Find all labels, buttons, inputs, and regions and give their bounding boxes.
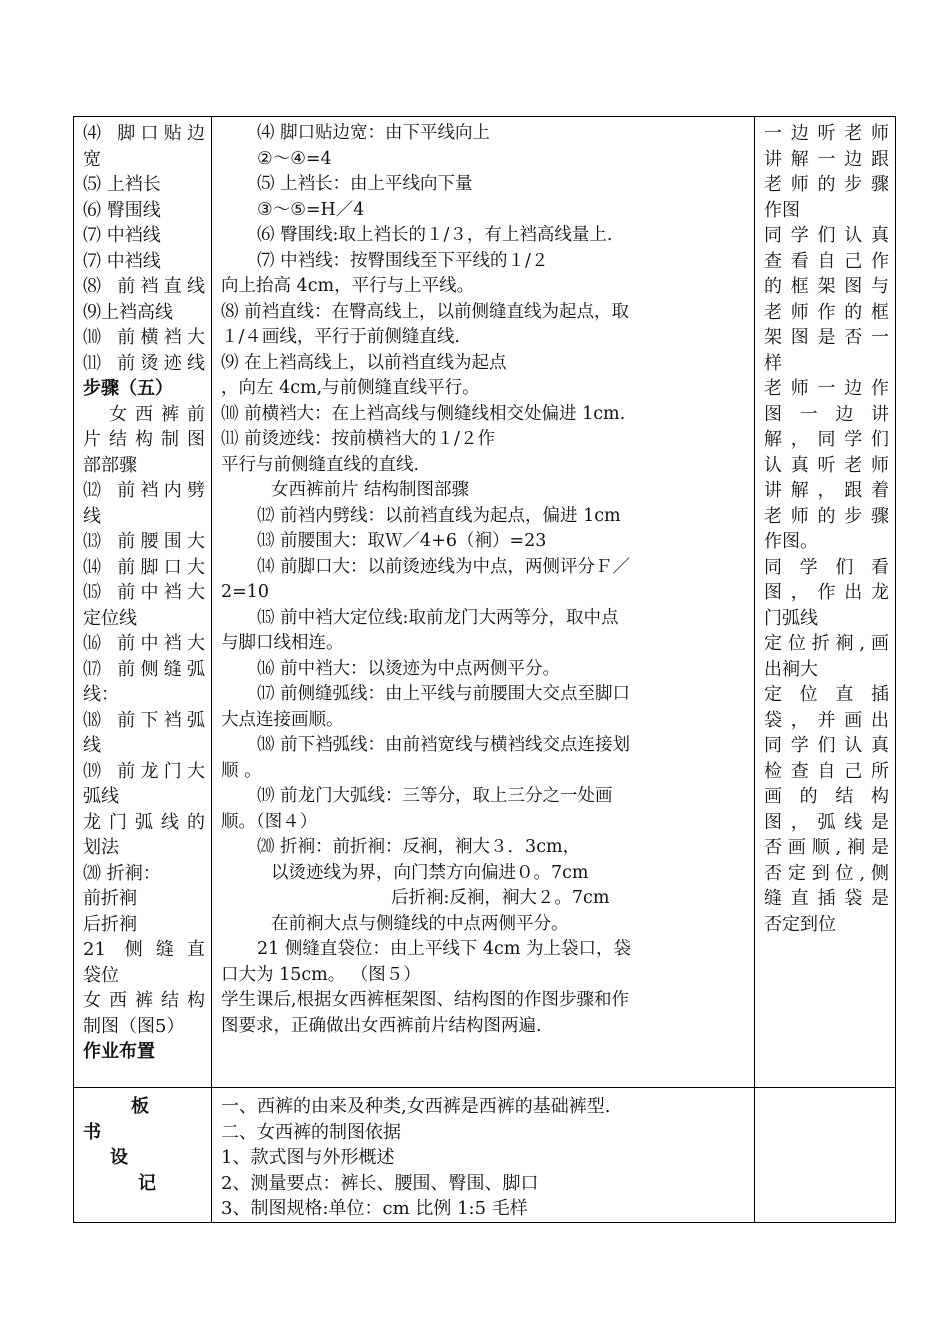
step-detail-line: 在前裥大点与侧缝线的中点两侧平分。 [271,913,569,934]
activity-line: 老师作的框 [764,301,889,323]
step-detail-line: ⑸ 上裆长：由上平线向下量 [257,174,473,194]
step-name-line: 袋位 [83,964,119,986]
step-name-line: ⑻ 前裆直线 [83,276,205,297]
activity-line: 否画顺,裥是 [764,837,889,858]
step-name-line: ⒅ 前下裆弧 [83,709,205,731]
step-detail-line: 口大为 15cm。 （图５） [221,964,421,985]
step-detail-line: 向上抬高 4cm，平行与上平线。 [221,276,475,296]
step-detail-line: 21 侧缝直袋位：由上平线下 4cm 为上袋口，袋 [257,939,631,959]
step-name-line: 女西裤前 [83,403,205,425]
step-detail-line: ，向左 4cm,与前侧缝直线平行。 [221,378,480,398]
activity-line: 老师的步骤 [764,174,889,195]
activity-line: 样 [764,352,782,374]
step-name-line: 定位线 [83,607,137,629]
activity-line: 查看自己作 [764,250,889,272]
step-detail-line: ⒄ 前侧缝弧线：由上平线与前腰围大交点至脚口 [257,684,631,704]
step-detail-line: 图要求，正确做出女西裤前片结构图两遍. [221,1015,542,1036]
activity-line: 定位折裥,画 [764,633,889,654]
board-line: 3、制图规格:单位：cm 比例 1:5 毛样 [221,1198,528,1219]
step-name-line: 划法 [83,837,119,858]
board-line: 2、测量要点：裤长、腰围、臀围、脚口 [221,1172,539,1194]
step-detail-line: ⑻ 前裆直线：在臀高线上，以前侧缝直线为起点，取 [221,301,630,322]
step-name-line: ⑾ 前烫迹线 [83,352,205,374]
step-name-line: 后折裥 [83,913,137,935]
steps-row [74,117,896,1088]
activity-line: 出裥大 [764,658,818,680]
board-design-content [212,1088,755,1223]
activity-line: 一边听老师 [764,123,889,144]
step-detail-line: 2=10 [221,582,270,602]
step-detail-line: ⑽ 前横裆大：在上裆高线与侧缝线相交处偏进 1cm. [221,403,626,424]
step-detail-line: ⒆ 前龙门大弧线：三等分，取上三分之一处画 [257,786,613,806]
activity-line: 解，同学们 [764,429,889,450]
step-detail-line: 顺。（图４） [221,811,318,832]
step-detail-line: 与脚口线相连。 [221,633,344,653]
board-label-1: 板 [131,1096,149,1117]
step-name-line: 线： [83,684,119,705]
lesson-plan-table [73,116,896,1223]
step-name-line: 制图（图5） [83,1015,185,1037]
board-design-label [74,1088,212,1223]
step-detail-line: ②～④=4 [257,148,332,169]
step-name-line: 21 侧缝直 [83,939,205,960]
step-name-line: ⑺ 中裆线 [83,225,161,246]
step-detail-line: １/４画线，平行于前侧缝直线. [221,327,460,347]
step-name-line: 线 [83,505,101,527]
step-details-column [212,117,755,1088]
activity-line: 同 学 们 看 [764,556,889,578]
board-line: 二、女西裤的制图依据 [221,1121,401,1143]
step-name-line: 线 [83,735,101,756]
step-detail-line: 大点连接画顺。 [221,709,344,730]
step-name-line: ⑽ 前横裆大 [83,327,205,348]
step-detail-line: ⒀ 前腰围大：取Ｗ／4+6（裥）=23 [257,531,547,551]
step-name-line: ⒀ 前腰围大 [83,531,205,552]
step-name-line: ⒄ 前侧缝弧 [83,658,205,680]
step-detail-line: ⒁ 前脚口大：以前烫迹线为中点，两侧评分Ｆ／ [257,556,631,577]
step-name-line: ⑿ 前裆内劈 [83,480,205,501]
activity-line: 图，作出龙 [764,582,889,603]
step-name-line: 作业布置 [83,1041,155,1062]
activity-line: 同学们认真 [764,225,889,246]
step-name-line: 龙门弧线的 [83,811,205,833]
board-label-3: 设 [110,1147,128,1168]
activity-line: 定 位 直 插 [764,684,889,705]
activity-line: 作图 [764,199,800,221]
step-detail-line: 女西裤前片 结构制图部骤 [271,480,470,500]
activity-line: 作图。 [764,531,818,552]
activity-line: 画 的 结 构 [764,786,889,807]
step-detail-line: 后折裥:反裥，裥大２。7cm [391,888,610,908]
step-detail-line: ⑹ 臀围线:取上裆长的１/３，有上裆高线量上. [257,225,613,245]
activity-line: 讲解，跟着 [764,480,889,501]
step-name-line: 步骤（五） [83,378,173,399]
activity-line: 检查自己所 [764,760,889,782]
step-name-line: 片结构制图 [83,429,205,450]
step-name-line: ⑺ 中裆线 [83,250,161,272]
step-name-line: ⑸ 上裆长 [83,174,161,195]
step-name-line: 弧线 [83,786,119,807]
step-name-line: ⒁ 前脚口大 [83,556,205,578]
activity-line: 否定到位 [764,913,836,935]
step-name-line: ⑹ 臀围线 [83,199,161,221]
step-name-line: 宽 [83,148,101,170]
board-line: 1、款式图与外形概述 [221,1147,395,1168]
step-detail-line: 学生课后,根据女西裤框架图、结构图的作图步骤和作 [221,990,630,1010]
activity-line: 老师的步骤 [764,505,889,527]
activity-line: 架图是否一 [764,327,889,348]
step-detail-line: ⑼ 在上裆高线上，以前裆直线为起点 [221,352,507,373]
step-detail-line: ③～⑤=H／4 [257,199,365,220]
activity-line: 图，弧线是 [764,811,889,833]
activity-line: 同学们认真 [764,735,889,756]
step-name-line: ⒇ 折裥： [83,862,161,884]
activity-line: 认真听老师 [764,454,889,476]
step-detail-line: 平行与前侧缝直线的直线. [221,454,420,475]
step-name-line: 前折裥 [83,888,137,909]
step-detail-line: ⑷ 脚口贴边宽：由下平线向上 [257,123,491,143]
activity-line: 门弧线 [764,607,818,629]
step-detail-line: ⒂ 前中裆大定位线:取前龙门大两等分，取中点 [257,607,619,628]
activity-line: 否定到位,侧 [764,862,889,884]
step-name-line: ⑼上裆高线 [83,301,173,323]
board-label-2: 书 [83,1121,101,1143]
step-detail-line: ⒇ 折裥：前折裥：反裥，裥大３．3cm， [257,837,581,857]
step-name-line: ⒃ 前中裆大 [83,633,205,654]
activity-line: 袋，并画出 [764,709,889,731]
step-name-line: ⒆ 前龙门大 [83,760,205,782]
step-name-line: 部部骤 [83,454,137,476]
step-detail-line: 以烫迹线为界，向门禁方向偏进０。7cm [271,862,589,883]
board-design-row [74,1088,896,1223]
step-detail-line: ⑿ 前裆内劈线：以前裆直线为起点，偏进 1cm [257,505,621,526]
step-name-line: 女西裤结构 [83,990,205,1011]
step-names-column [74,117,212,1088]
board-label-4: 记 [138,1172,156,1194]
step-name-line: ⑷ 脚口贴边 [83,123,205,144]
activity-line: 讲解一边跟 [764,148,889,170]
board-design-empty-cell [755,1088,896,1223]
step-detail-line: ⑾ 前烫迹线：按前横裆大的１/２作 [221,429,495,449]
student-activity-column [755,117,896,1088]
activity-line: 图 一 边 讲 [764,403,889,425]
step-detail-line: ⒃ 前中裆大：以烫迹为中点两侧平分。 [257,658,561,679]
step-detail-line: ⑺ 中裆线：按臀围线至下平线的１/２ [257,250,549,271]
activity-line: 缝直插袋是 [764,888,889,909]
step-detail-line: ⒅ 前下裆弧线：由前裆宽线与横裆线交点连接划 [257,735,631,755]
activity-line: 的框架图与 [764,276,889,297]
activity-line: 老师一边作 [764,378,889,399]
step-detail-line: 顺 。 [221,760,262,781]
board-line: 一、西裤的由来及种类,女西裤是西裤的基础裤型. [221,1096,611,1117]
step-name-line: ⒂ 前中裆大 [83,582,205,603]
